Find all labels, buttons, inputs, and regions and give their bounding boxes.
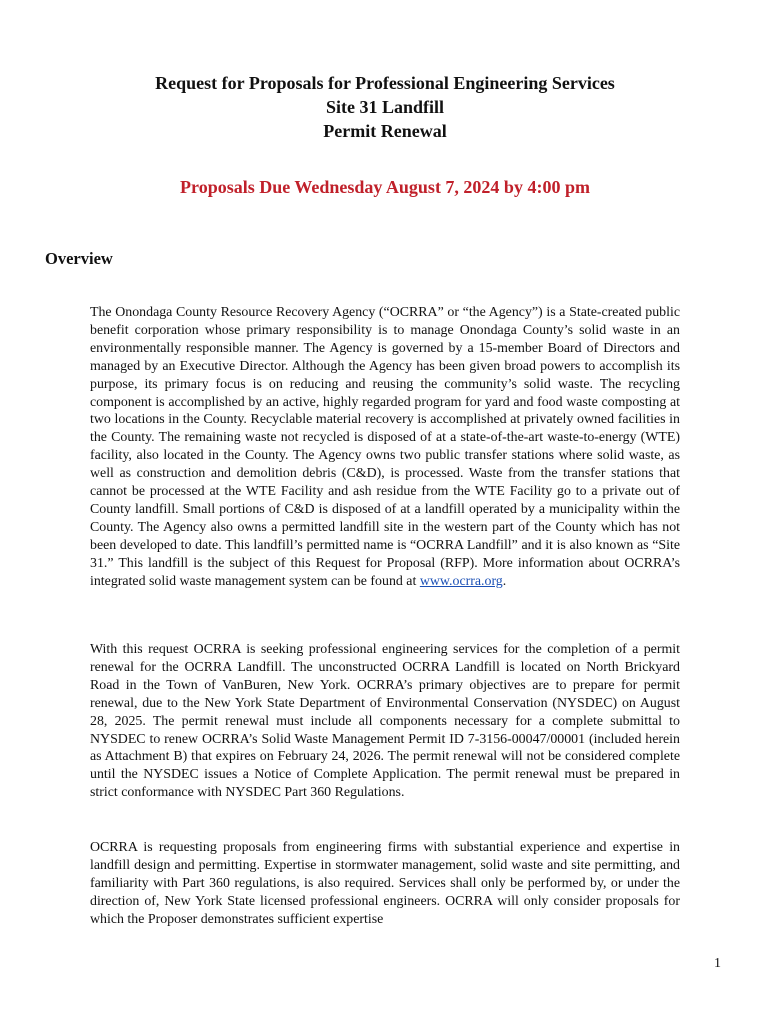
- document-title-line-3: Permit Renewal: [323, 121, 447, 141]
- overview-paragraph-1: [90, 304, 680, 591]
- document-title-line-2: Site 31 Landfill: [325, 97, 445, 117]
- proposal-due-date: Proposals Due Wednesday August 7, 2024 by 4:00 pm: [180, 177, 590, 197]
- ocrra-website-link[interactable]: www.ocrra.org: [419, 573, 503, 589]
- section-heading-overview: Overview: [45, 249, 113, 268]
- paragraph-1-end: .: [502, 573, 507, 589]
- paragraph-1-text: The Onondaga County Resource Recovery Agency (“OCRRA” or “the Agency”) is a State-created public benefit corporation whose primary responsibility is to manage Onondaga County’s solid waste in an environmentally responsible manner. The Agency is governed by a 15-member Board of Directors and managed by an Executive Director. Although the Agency has been given broad powers to accomplish its purpose, its primary focus is on reducing and reusing the community’s solid waste. The recycling component is accomplished by an active, highly regarded program for yard and food waste composting at two locations in the County. Recyclable material recovery is accomplished at privately owned facilities in the County. The remaining waste not recycled is disposed of at a state-of-the-art waste-to-energy (WTE) facility, also located in the County. The Agency owns two public transfer stations where solid waste, as well as construction and demolition debris (C&D), is processed. Waste from the transfer stations that cannot be processed at the WTE Facility and ash residue from the WTE Facility go to a private out of County landfill. Small portions of C&D is disposed of at a landfill operated by a municipality within the County. The Agency also owns a permitted landfill site in the western part of the County which has not been developed to date. This landfill’s permitted name is “OCRRA Landfill” and it is also known as “Site 31.” This landfill is the subject of this Request for Proposal (RFP). More information about OCRRA’s integrated solid waste management system can be found at: [90, 305, 680, 589]
- overview-paragraph-2: With this request OCRRA is seeking professional engineering services for the completion of a permit renewal for the OCRRA Landfill. The unconstructed OCRRA Landfill is located on North Brickyard Road in the Town of VanBuren, New York. OCRRA’s primary objectives are to prepare for permit renewal, due to the New York State Department of Environmental Conservation (NYSDEC) on August 28, 2025. The permit renewal must include all components necessary for a complete submittal to NYSDEC to renew OCRRA’s Solid Waste Management Permit ID 7-3156-00047/00001 (included herein as Attachment B) that expires on February 24, 2026. The permit renewal will not be considered complete until the NYSDEC issues a Notice of Complete Application. The permit renewal must be prepared in strict conformance with NYSDEC Part 360 Regulations.: [90, 642, 680, 801]
- page-number: 1: [714, 956, 721, 971]
- overview-paragraph-3: OCRRA is requesting proposals from engineering firms with substantial experience and expertise in landfill design and permitting. Expertise in stormwater management, solid waste and site permitting, and familiarity with Part 360 regulations, is also required. Services shall only be performed by, or under the direction of, New York State licensed professional engineers. OCRRA will only consider proposals for which the Proposer demonstrates sufficient expertise: [90, 840, 680, 927]
- document-title-line-1: Request for Proposals for Professional Engineering Services: [155, 73, 615, 93]
